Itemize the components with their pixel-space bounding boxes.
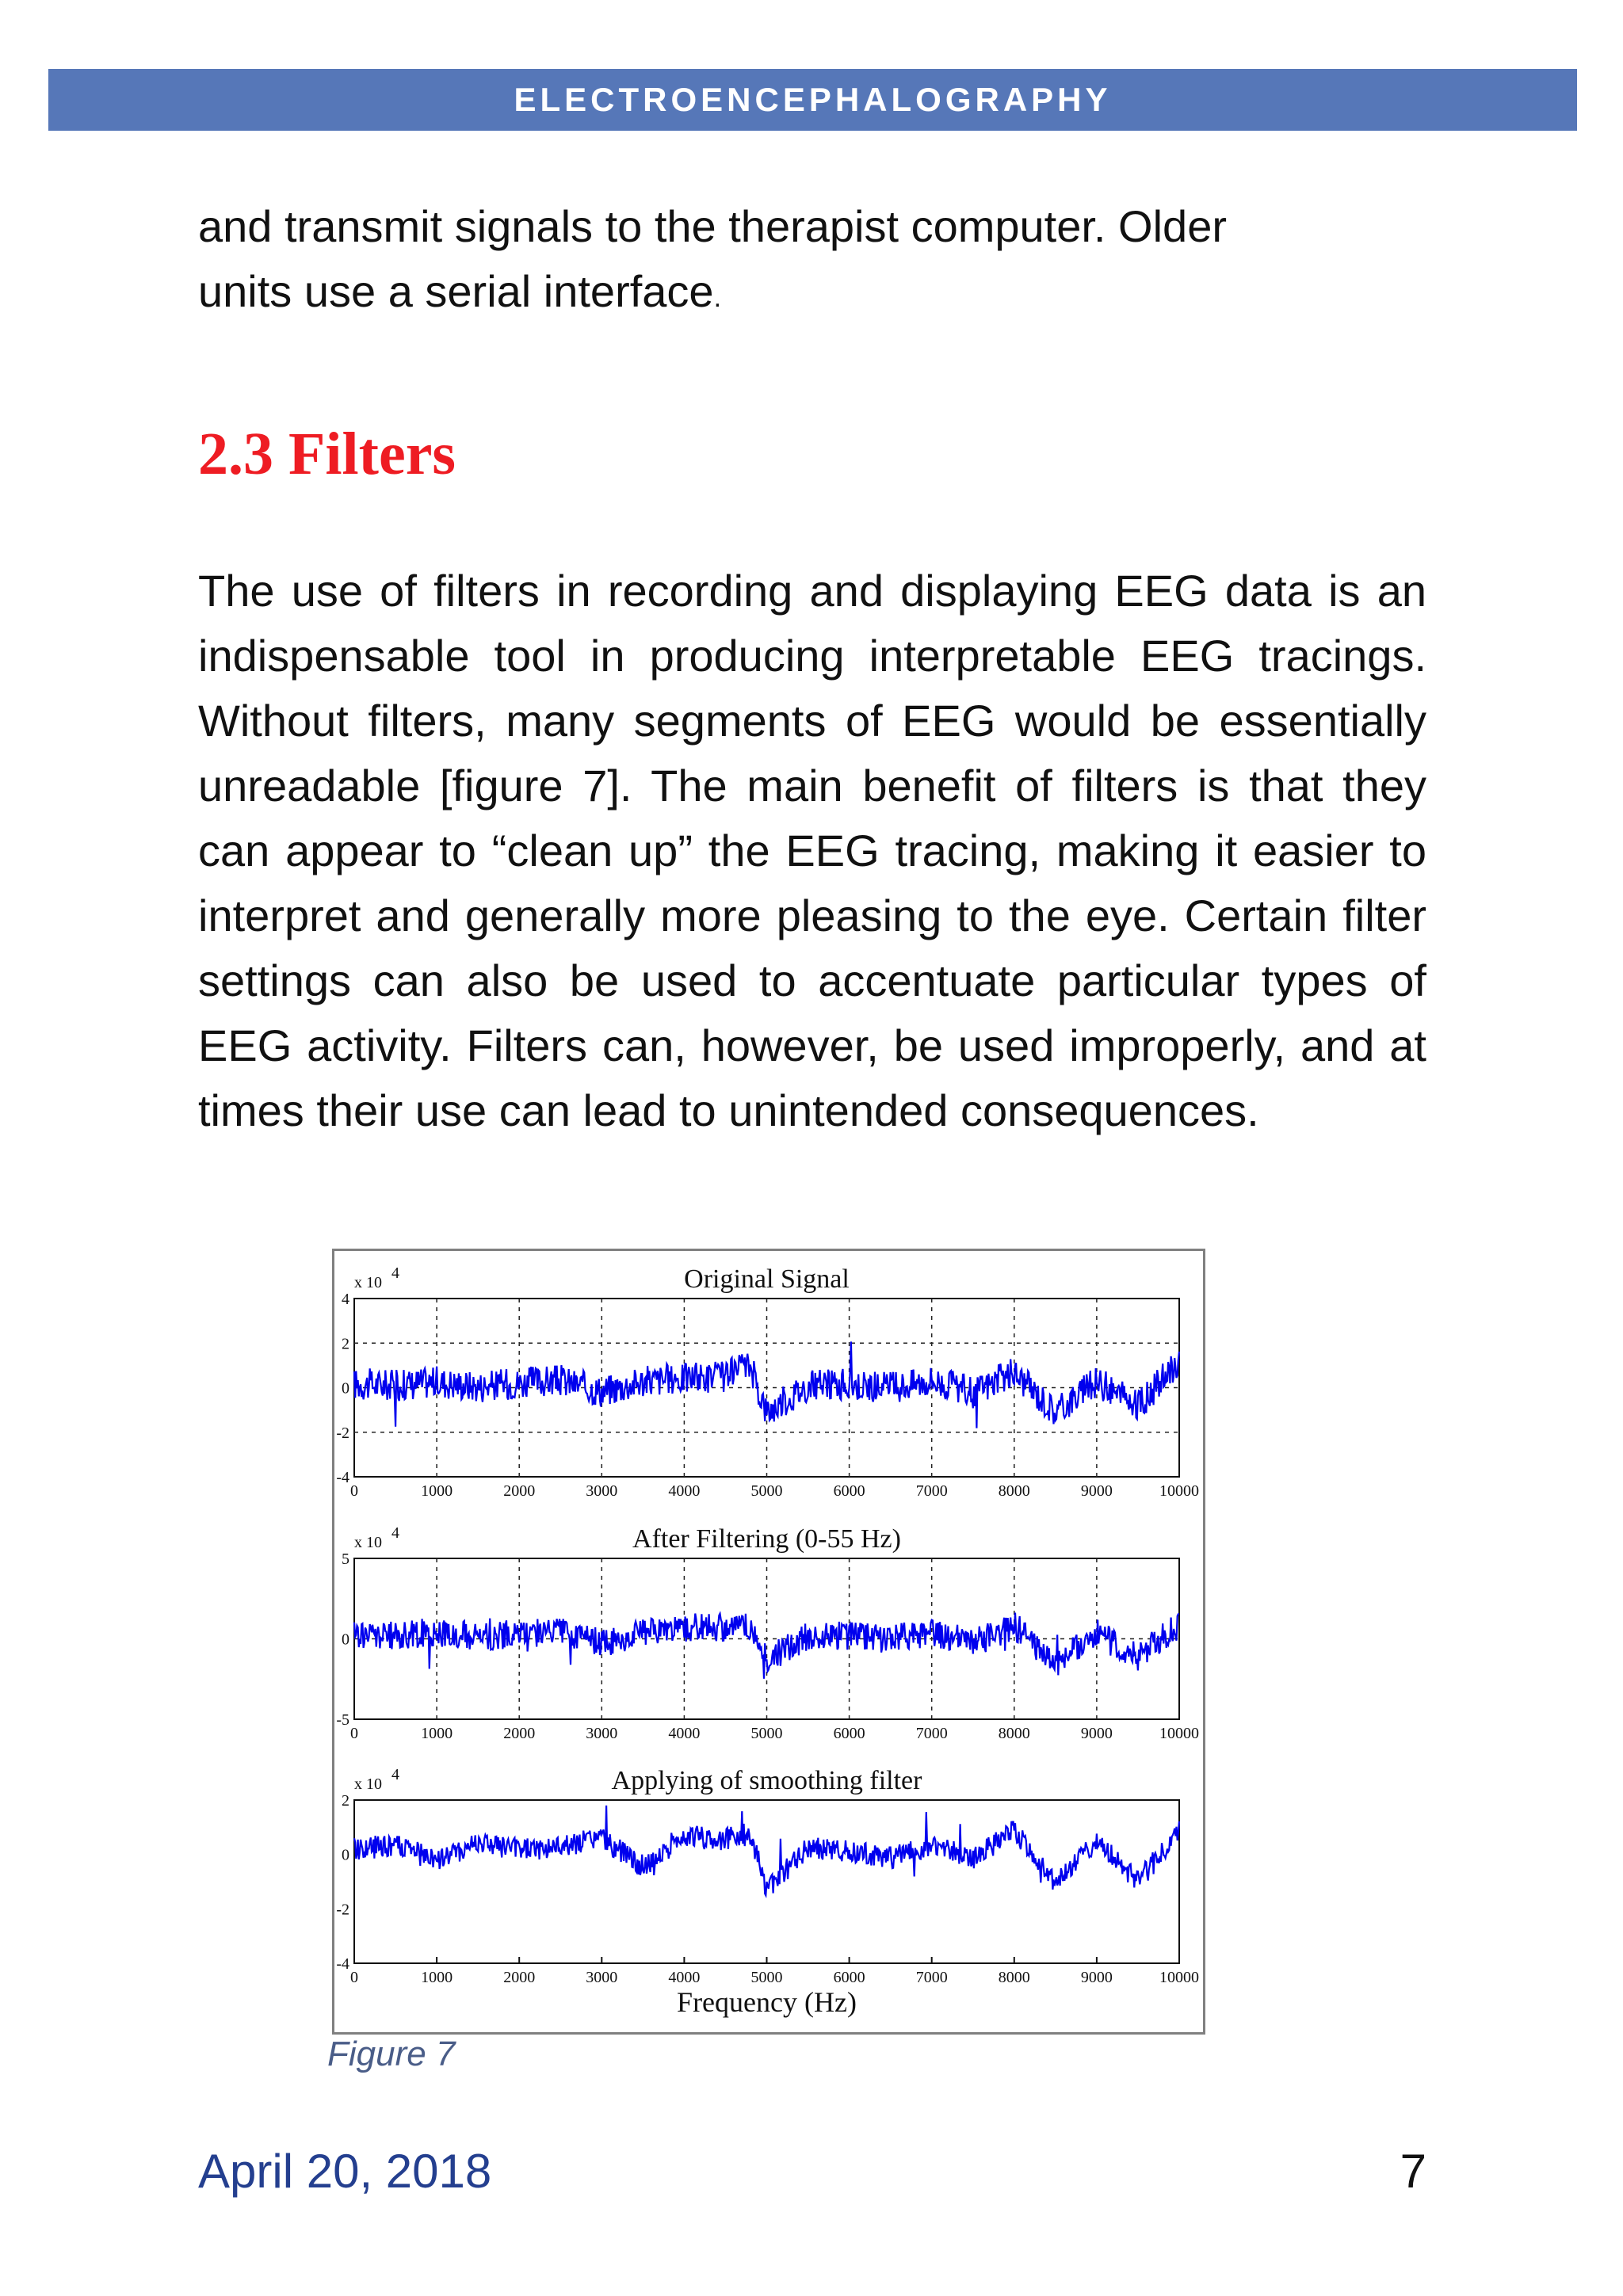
scale-exponent: 4 bbox=[391, 1264, 399, 1282]
panel-title: Original Signal bbox=[684, 1264, 850, 1294]
x-tick-label: 9000 bbox=[1080, 1725, 1113, 1742]
x-tick-label: 8000 bbox=[998, 1482, 1030, 1500]
intro-line-2-text: units use a serial interface bbox=[198, 266, 714, 316]
x-tick-label: 10000 bbox=[1159, 1725, 1199, 1742]
x-tick-label: 5000 bbox=[750, 1725, 783, 1742]
x-tick-label: 6000 bbox=[833, 1969, 865, 1986]
running-header-title: ELECTROENCEPHALOGRAPHY bbox=[514, 81, 1112, 118]
section-heading: 2.3 Filters bbox=[198, 421, 456, 487]
x-tick-label: 0 bbox=[350, 1969, 358, 1986]
figure-7-plot bbox=[334, 1251, 1203, 2032]
intro-paragraph bbox=[198, 194, 1426, 330]
body-paragraph: The use of filters in recording and displaying EEG data is an indispensable tool in producing interpretable EEG tracings. Without filters, many segments of EEG would be essentially unreadable [figure 7]. The main benefit of filters is that they can appear to “clean up” the EEG tracing, making it easier to interpret and generally more pleasing to the eye. Certain filter settings can also be used to accentuate particular types of EEG activity. Filters can, however, be used improperly, and at times their use can lead to unintended consequences. bbox=[198, 566, 1426, 1135]
x-tick-label: 10000 bbox=[1159, 1969, 1199, 1986]
x-tick-label: 3000 bbox=[586, 1725, 618, 1742]
x-tick-label: 5000 bbox=[750, 1969, 783, 1986]
x-tick-label: 6000 bbox=[833, 1482, 865, 1500]
figure-caption: Figure 7 bbox=[327, 2035, 456, 2073]
x-axis-label: Frequency (Hz) bbox=[677, 1986, 857, 2018]
x-tick-label: 9000 bbox=[1080, 1482, 1113, 1500]
y-tick-label: -2 bbox=[336, 1901, 349, 1919]
x-tick-label: 1000 bbox=[421, 1725, 453, 1742]
y-tick-label: -5 bbox=[336, 1711, 349, 1729]
y-tick-label: 4 bbox=[342, 1291, 349, 1308]
y-tick-label: 2 bbox=[342, 1792, 349, 1810]
x-tick-label: 3000 bbox=[586, 1969, 618, 1986]
x-tick-label: 2000 bbox=[503, 1725, 536, 1742]
x-tick-label: 2000 bbox=[503, 1482, 536, 1500]
y-tick-label: 0 bbox=[342, 1630, 349, 1649]
intro-period: . bbox=[713, 283, 722, 313]
figure-7 bbox=[332, 1249, 1205, 2035]
x-tick-label: 10000 bbox=[1159, 1482, 1199, 1500]
y-tick-label: 0 bbox=[342, 1846, 349, 1864]
running-header bbox=[48, 69, 1577, 131]
y-tick-label: -4 bbox=[336, 1469, 349, 1486]
y-tick-label: 0 bbox=[342, 1379, 349, 1398]
scale-label: x 10 bbox=[354, 1534, 382, 1551]
x-tick-label: 7000 bbox=[915, 1482, 948, 1500]
scale-label: x 10 bbox=[354, 1775, 382, 1793]
x-tick-label: 4000 bbox=[668, 1969, 701, 1986]
page-number: 7 bbox=[1400, 2145, 1426, 2198]
panel-title: After Filtering (0-55 Hz) bbox=[632, 1524, 901, 1554]
x-tick-label: 6000 bbox=[833, 1725, 865, 1742]
y-tick-label: 5 bbox=[342, 1550, 349, 1568]
body-paragraph-container bbox=[198, 559, 1426, 1143]
x-tick-label: 4000 bbox=[668, 1482, 701, 1500]
y-tick-label: -2 bbox=[336, 1424, 349, 1442]
x-tick-label: 2000 bbox=[503, 1969, 536, 1986]
scale-exponent: 4 bbox=[391, 1766, 399, 1783]
intro-line-2 bbox=[198, 259, 1426, 330]
x-tick-label: 4000 bbox=[668, 1725, 701, 1742]
scale-exponent: 4 bbox=[391, 1524, 399, 1542]
x-tick-label: 1000 bbox=[421, 1482, 453, 1500]
x-tick-label: 0 bbox=[350, 1725, 358, 1742]
y-tick-label: 2 bbox=[342, 1335, 349, 1353]
x-tick-label: 7000 bbox=[915, 1725, 948, 1742]
panel-title: Applying of smoothing filter bbox=[611, 1766, 922, 1795]
footer-date: April 20, 2018 bbox=[198, 2145, 492, 2198]
signal-trace bbox=[354, 1806, 1179, 1895]
x-tick-label: 8000 bbox=[998, 1725, 1030, 1742]
x-tick-label: 3000 bbox=[586, 1482, 618, 1500]
x-tick-label: 9000 bbox=[1080, 1969, 1113, 1986]
intro-line-1: and transmit signals to the therapist computer. Older bbox=[198, 201, 1227, 251]
scale-label: x 10 bbox=[354, 1274, 382, 1291]
x-tick-label: 7000 bbox=[915, 1969, 948, 1986]
x-tick-label: 5000 bbox=[750, 1482, 783, 1500]
x-tick-label: 1000 bbox=[421, 1969, 453, 1986]
x-tick-label: 0 bbox=[350, 1482, 358, 1500]
y-tick-label: -4 bbox=[336, 1955, 349, 1973]
x-tick-label: 8000 bbox=[998, 1969, 1030, 1986]
